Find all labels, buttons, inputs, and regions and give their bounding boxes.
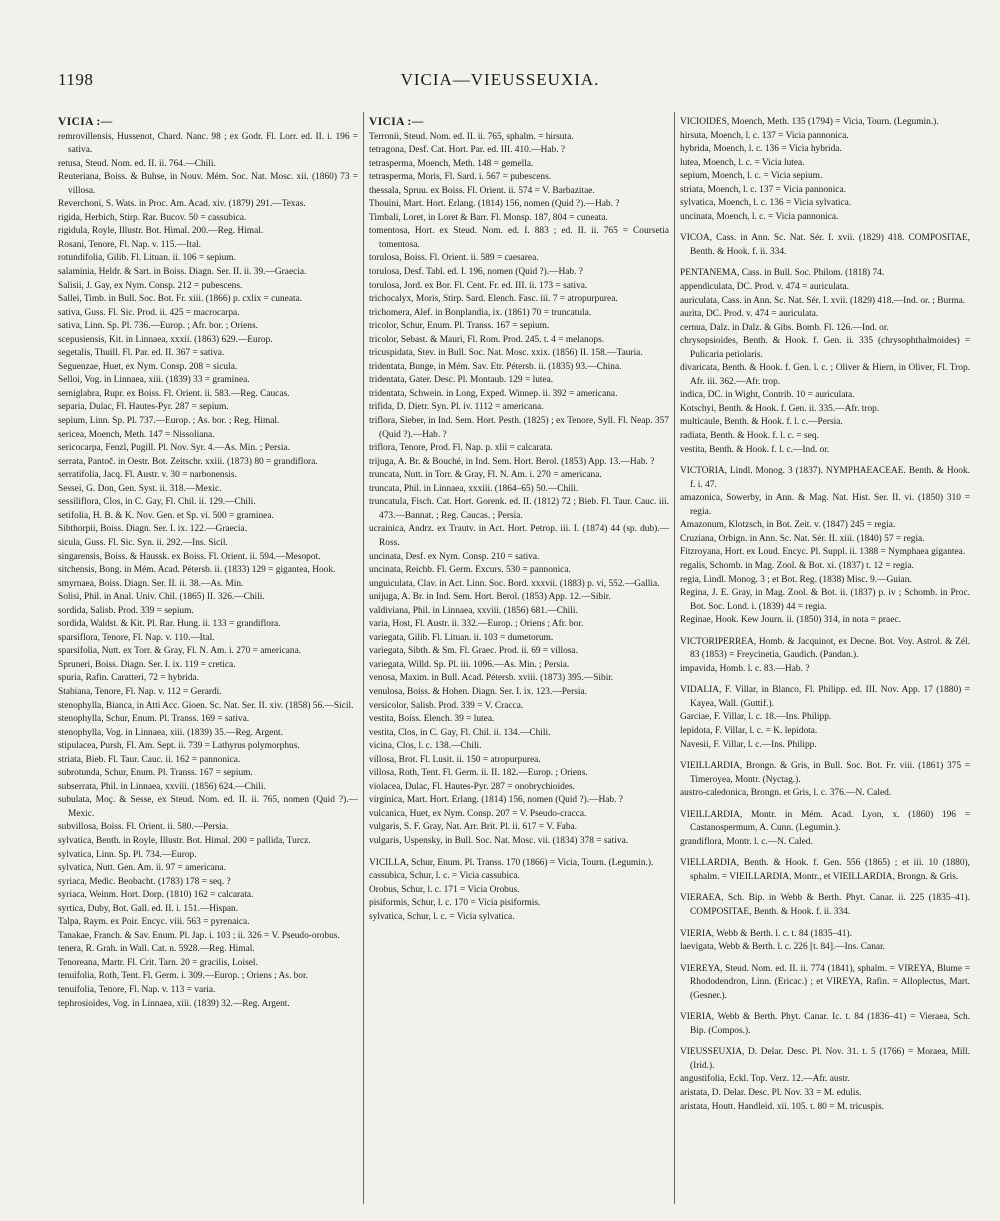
index-entry: truncata, Nutt. in Torr. & Gray, Fl. N. Am. i. 270 = americana. [369,470,602,481]
index-entry: Amazonum, Klotzsch, in Bot. Zeit. v. (1847) 245 = regia. [680,520,896,531]
index-entry: trijuga, A. Br. & Bouché, in Ind. Sem. Hort. Berol. (1853) App. 13.—Hab. ? [369,456,655,467]
index-entry: tetrasperma, Moench, Meth. 148 = gemella. [369,158,534,169]
genus-entry: VIEUSSEUXIA, D. Delar. Desc. Pl. Nov. 31. t. 5 (1766) = Moraea, Mill. (Irid.). [680,1047,970,1071]
index-entry: Spruneri, Boiss. Diagn. Ser. I. ix. 119 = cretica. [58,659,236,670]
index-entry: truncatula, Fisch. Cat. Hort. Gorenk. ed. II. (1812) 72 ; Bieb. Fl. Taur. Cauc. iii. 473.—Bannat. ; Reg. Caucas. ; Persia. [369,497,669,521]
index-entry: virginica, Mart. Hort. Erlang. (1814) 156, nomen (Quid ?).—Hab. ? [369,795,623,806]
index-entry: Garciae, F. Villar, l. c. 18.—Ins. Philipp. [680,712,832,723]
index-entry: tephrosioides, Vog. in Linnaea, xiii. (1839) 32.—Reg. Argent. [58,998,290,1009]
index-entry: Rosani, Tenore, Fl. Nap. v. 115.—Ital. [58,239,201,250]
index-entry: versicolor, Salisb. Prod. 339 = V. Cracca. [369,700,524,711]
index-entry: chrysopsioides, Benth. & Hook. f. Gen. ii. 335 (chrysophthalmoides) = Pulicaria petiolaris. [680,336,970,360]
index-entry: trichocalyx, Moris, Stirp. Sard. Elench. Fasc. iii. 7 = atropurpurea. [369,294,618,305]
running-head: VICIA—VIEUSSEUXIA. [400,70,600,89]
genus-entry: VIERIA, Webb & Berth. l. c. t. 84 (1835–41). [680,928,852,939]
index-entry: sparsifolia, Nutt. ex Torr. & Gray, Fl. N. Am. i. 270 = americana. [58,646,302,657]
index-entry: separia, Dulac, Fl. Hautes-Pyr. 287 = sepium. [58,402,229,413]
index-entry: vestita, Boiss. Elench. 39 = lutea. [369,714,495,725]
index-entry: smyrnaea, Boiss. Diagn. Ser. II. ii. 38.—As. Min. [58,578,244,589]
index-entry: pisiformis, Schur, l. c. 170 = Vicia pisiformis. [369,898,541,909]
index-entry: laevigata, Webb & Berth. l. c. 226 [t. 84].—Ins. Canar. [680,942,886,953]
index-entry: vestita, Benth. & Hook. f. l. c.—Ind. or. [680,444,830,455]
index-entry: sylvatica, Benth. in Royle, Illustr. Bot. Himal. 200 = pallida, Turcz. [58,835,311,846]
index-entry: Salisii, J. Gay, ex Nym. Consp. 212 = pubescens. [58,280,243,291]
index-entry: tridentata, Bunge, in Mém. Sav. Etr. Pétersb. ii. (1835) 93.—China. [369,361,622,372]
index-entry: amazonica, Sowerby, in Ann. & Mag. Nat. Hist. Ser. II. vi. (1850) 310 = regia. [680,493,970,517]
index-entry: subulata, Moç. & Sesse, ex Steud. Nom. ed. II. ii. 765, nomen (Quid ?).—Mexic. [58,795,358,819]
index-entry: syriaca, Medic. Beobacht. (1783) 178 = seq. ? [58,876,231,887]
index-entry: tenuifolia, Tenore, Fl. Nap. v. 113 = varia. [58,985,216,995]
index-entry: remrovillensis, Hussenot, Chard. Nanc. 98 ; ex Godr. Fl. Lorr. ed. II. i. 196 = sativa. [58,131,358,156]
index-entry: segetalis, Thuill. Fl. Par. ed. II. 367 = sativa. [58,348,225,359]
index-entry: Selloi, Vog. in Linnaea, xiii. (1839) 33 = graminea. [58,375,250,386]
index-entry: cernua, Dalz. in Dalz. & Gibs. Bomb. Fl. 126.—Ind. or. [680,322,889,333]
index-entry: Regina, J. E. Gray, in Mag. Zool. & Bot. ii. (1837) p. iv ; Schomb. in Proc. Bot. Soc. Lond. i. (1839) 44 = regia. [680,588,970,612]
index-entry: sativa, Guss. Fl. Sic. Prod. ii. 425 = macrocarpa. [58,307,240,318]
index-entry: uncinata, Reichb. Fl. Germ. Excurs. 530 = pannonica. [369,565,571,576]
index-entry: impavida, Homb. l. c. 83.—Hab. ? [680,663,810,674]
index-entry: vulgaris, S. F. Gray, Nat. Arr. Brit. Pl. ii. 617 = V. Faba. [369,822,578,833]
index-entry: subserrata, Phil. in Linnaea, xxviii. (1856) 624.—Chili. [58,781,266,792]
index-entry: rigida, Herbich, Stirp. Rar. Bucov. 50 = cassubica. [58,212,247,223]
index-entry: trifida, D. Dietr. Syn. Pl. iv. 1112 = americana. [369,402,544,413]
index-entry: vicina, Clos, l. c. 138.—Chili. [369,741,482,752]
genus-entry: VICTORIPERREA, Homb. & Jacquinot, ex Decne. Bot. Voy. Astrol. & Zél. 83 (1853) = Freycinetia, Gaudich. (Pandan.). [680,636,970,661]
genus-entry: VIDALIA, F. Villar, in Blanco, Fl. Philipp. ed. III. Nov. App. 17 (1880) = Kayea, Wall. (Guttif.). [680,685,970,709]
index-entry: appendiculata, DC. Prod. v. 474 = auriculata. [680,282,849,293]
index-entry: sepium, Linn. Sp. Pl. 737.—Europ. ; As. bor. ; Reg. Himal. [58,416,280,427]
index-entry: sylvatica, Moench, l. c. 136 = Vicia sylvatica. [680,198,852,209]
index-entry: serrata, Pantoč. in Oestr. Bot. Zeitschr. xxiii. (1873) 80 = grandiflora. [58,456,318,467]
index-entry: cassubica, Schur, l. c. = Vicia cassubica. [369,871,520,882]
index-entry: trichomera, Alef. in Bonplandia, ix. (1861) 70 = truncatula. [369,307,592,318]
genus-entry: VIEILLARDIA, Montr. in Mém. Acad. Lyon, x. (1860) 196 = Castanospermum, A. Cunn. (Legumin.). [680,809,970,834]
index-entry: striata, Moench, l. c. 137 = Vicia pannonica. [680,184,846,195]
index-entry: regalis, Schomb. in Mag. Zool. & Bot. xi. (1837) t. 12 = regia. [680,560,914,571]
index-entry: aristata, D. Delar. Desc. Pl. Nov. 33 = M. edulis. [680,1088,862,1098]
index-entry: Fitzroyana, Hort. ex Loud. Encyc. Pl. Suppl. ii. 1388 = Nymphaea gigantea. [680,547,966,558]
index-entry: tridentata, Gater. Desc. Pl. Montaub. 129 = lutea. [369,375,554,386]
genus-entry: VIEILLARDIA, Brongn. & Gris, in Bull. Soc. Bot. Fr. viii. (1861) 375 = Timeroyea, Montr. (Nyctag.). [680,761,970,785]
index-entry: stenophylla, Schur, Enum. Pl. Transs. 169 = sativa. [58,714,250,725]
index-entry: Tanakae, Franch. & Sav. Enum. Pl. Jap. i. 103 ; ii. 326 = V. Pseudo-orobus. [58,930,340,941]
genus-entry: VICOA, Cass. in Ann. Sc. Nat. Sér. I. xvii. (1829) 418. COMPOSITAE, Benth. & Hook. f. ii. 334. [680,233,970,257]
column-rule [363,112,364,1204]
index-entry: unijuga, A. Br. in Ind. Sem. Hort. Berol. (1853) App. 12.—Sibir. [369,592,611,603]
index-entry: sericea, Moench, Meth. 147 = Nissoliana. [58,429,215,440]
index-entry: sylvatica, Schur, l. c. = Vicia sylvatica. [369,911,515,922]
index-entry: regia, Lindl. Monog. 3 ; et Bot. Reg. (1838) Misc. 9.—Guian. [680,574,912,585]
index-entry: radiata, Benth. & Hook. f. l. c. = seq. [680,431,819,442]
genus-entry: PENTANEMA, Cass. in Bull. Soc. Philom. (1818) 74. [680,268,885,279]
index-entry: varia, Host, Fl. Austr. ii. 332.—Europ. ; Oriens ; Afr. bor. [369,619,584,630]
index-entry: sericocarpa, Fenzl, Pugill. Pl. Nov. Syr. 4.—As. Min. ; Persia. [58,443,290,454]
index-entry: indica, DC. in Wight, Contrib. 10 = auriculata. [680,390,855,401]
index-entry: variegata, Willd. Sp. Pl. iii. 1096.—As. Min. ; Persia. [369,659,570,670]
index-entry: venosa, Maxim. in Bull. Acad. Pétersb. xviii. (1873) 395.—Sibir. [369,673,614,684]
index-entry: villosa, Roth, Tent. Fl. Germ. ii. II. 182.—Europ. ; Oriens. [369,768,588,779]
index-entry: aurita, DC. Prod. v. 474 = auriculata. [680,309,819,320]
index-entry: semiglabra, Rupr. ex Boiss. Fl. Orient. ii. 583.—Reg. Caucas. [58,388,290,399]
index-entry: multicaule, Benth. & Hook. f. l. c.—Persia. [680,417,843,428]
genus-entry: VIEREYA, Steud. Nom. ed. II. ii. 774 (1841), sphalm. = VIREYA, Blume = Rhododendron, Linn. (Ericac.) ; et VIREYA, Rafin. = Alloplectus, Mart. (Gesner.). [680,963,970,1001]
index-entry: venulosa, Boiss. & Hohen. Diagn. Ser. I. ix. 123.—Persia. [369,686,587,697]
column-1 [58,116,358,1206]
index-entry: Sallei, Timb. in Bull. Soc. Bot. Fr. xiii. (1866) p. cxlix = cuneata. [58,294,303,305]
index-entry: retusa, Steud. Nom. ed. II. ii. 764.—Chili. [58,158,216,169]
index-entry: villosa, Brot. Fl. Lusit. ii. 150 = atropurpurea. [369,754,541,765]
index-entry: Navesii, F. Villar, l. c.—Ins. Philipp. [680,739,817,750]
index-entry: sativa, Linn. Sp. Pl. 736.—Europ. ; Afr. bor. ; Oriens. [58,321,258,332]
index-entry: ucrainica, Andrz. ex Trautv. in Act. Hort. Petrop. iii. I. (1874) 44 (sp. dub).—Ross. [369,524,669,548]
index-entry: setifolia, H. B. & K. Nov. Gen. et Sp. vi. 500 = graminea. [58,510,274,521]
genus-entry: VICIOIDES, Moench, Meth. 135 (1794) = Vicia, Tourn. (Legumin.). [680,117,939,127]
index-entry: torulosa, Jord. ex Bor. Fl. Cent. Fr. ed. III. ii. 173 = sativa. [369,280,588,291]
genus-entry: VICTORIA, Lindl. Monog. 3 (1837). NYMPHAEACEAE. Benth. & Hook. f. i. 47. [680,466,970,490]
index-entry: rotundifolia, Gilib. Fl. Lituan. ii. 106 = sepium. [58,253,236,264]
genus-heading: VICIA :— [369,116,424,128]
index-entry: unguiculata, Clav. in Act. Linn. Soc. Bord. xxxvii. (1883) p. vi, 552.—Gallia. [369,578,660,589]
index-entry: Talpa, Raym. ex Poir. Encyc. viii. 563 = pyrenaica. [58,917,250,928]
index-entry: Cruziana, Orbign. in Ann. Sc. Nat. Sér. II. xiii. (1840) 57 = regia. [680,533,925,544]
genus-heading: VICIA :— [58,116,113,128]
index-entry: grandiflora, Montr. l. c.—N. Caled. [680,836,813,847]
index-entry: subrotunda, Schur, Enum. Pl. Transs. 167 = sepium. [58,768,253,779]
genus-entry: VIELLARDIA, Benth. & Hook. f. Gen. 556 (1865) ; et iii. 10 (1880), sphalm. = VIEILLARDIA, Montr., et VIEILLARDIA, Brongn. & Gris. [680,858,970,882]
index-entry: syrtica, Duby, Bot. Gall. ed. II. i. 151.—Hispan. [58,903,239,914]
index-entry: tridentata, Schwein. in Long, Exped. Winnep. ii. 392 = americana. [369,388,618,399]
index-entry: sylvatica, Linn. Sp. Pl. 734.—Europ. [58,849,197,860]
index-entry: Thouini, Mart. Hort. Erlang. (1814) 156, nomen (Quid ?).—Hab. ? [369,199,620,210]
index-entry: syriaca, Weinm. Hort. Dorp. (1810) 162 = calcarata. [58,890,254,901]
index-entry: sitchensis, Bong. in Mém. Acad. Pétersb. ii. (1833) 129 = gigantea, Hook. [58,565,336,576]
index-entry: Stabiana, Tenore, Fl. Nap. v. 112 = Gerardi. [58,686,222,697]
index-entry: variegata, Sibth. & Sm. Fl. Graec. Prod. ii. 69 = villosa. [369,646,578,657]
index-entry: tenera, R. Grah. in Wall. Cat. n. 5928.—Reg. Himal. [58,944,255,955]
index-entry: divaricata, Benth. & Hook. f. Gen. l. c. ; Oliver & Hiern, in Oliver, Fl. Trop. Afr. iii. 362.—Afr. trop. [680,363,970,387]
index-entry: Timbali, Loret, in Loret & Barr. Fl. Monsp. 187, 804 = cuneata. [369,212,608,223]
page-number: 1198 [58,70,94,89]
index-entry: tenuifolia, Roth, Tent. Fl. Germ. i. 309.—Europ. ; Oriens ; As. bor. [58,971,308,982]
index-entry: stipulacea, Pursh, Fl. Am. Sept. ii. 739 = Lathyrus polymorphus. [58,741,300,752]
index-entry: aristata, Houtt. Handleid. xii. 105. t. 80 = M. tricuspis. [680,1101,884,1112]
index-entry: sylvatica, Nutt. Gen. Am. ii. 97 = americana. [58,863,227,874]
index-entry: thessala, Spruu. ex Boiss. Fl. Orient. ii. 574 = V. Barbazitae. [369,185,595,196]
index-entry: Reuteriana, Boiss. & Buhse, in Nouv. Mém. Soc. Nat. Mosc. xii. (1860) 73 = villosa. [58,172,358,196]
index-entry: Terronii, Steud. Nom. ed. II. ii. 765, sphalm. = hirsuta. [369,131,574,142]
genus-entry: VICILLA, Schur, Enum. Pl. Transs. 170 (1866) = Vicia, Tourn. (Legumin.). [369,857,654,868]
index-entry: lutea, Moench, l. c. = Vicia lutea. [680,157,805,168]
index-entry: stenophylla, Vog. in Linnaea, xiii. (1839) 35.—Reg. Argent. [58,727,283,738]
index-entry: scepusiensis, Kit. in Linnaea, xxxii. (1863) 629.—Europ. [58,334,273,345]
genus-entry: VIERIA, Webb & Berth. Phyt. Canar. Ic. t. 84 (1836–41) = Vieraea, Sch. Bip. (Compos.). [680,1012,970,1036]
index-entry: striata, Bieb. Fl. Taur. Cauc. ii. 162 = pannonica. [58,754,241,765]
column-3 [680,116,970,1206]
index-entry: uncinata, Desf. ex Nym. Consp. 210 = sativa. [369,551,540,562]
index-entry: spuria, Rafin. Caratteri, 72 = hybrida. [58,673,199,684]
index-entry: Reverchoni, S. Wats. in Proc. Am. Acad. xiv. (1879) 291.—Texas. [58,199,306,210]
index-entry: truncata, Phil. in Linnaea, xxxiii. (1864–65) 50.—Chili. [369,483,579,494]
index-entry: Tenoreana, Martr. Fl. Crit. Tarn. 20 = gracilis, Loisel. [58,957,258,968]
index-entry: salaminia, Heldr. & Sart. in Boiss. Diagn. Ser. II. ii. 39.—Graecia. [58,267,307,278]
index-entry: uncinata, Moench, l. c. = Vicia pannonica. [680,211,839,222]
index-entry: stenophylla, Bianca, in Atti Acc. Gioen. Sc. Nat. Ser. II. xiv. (1858) 56.—Sicil. [58,700,354,711]
index-entry: auriculata, Cass. in Ann. Sc. Nat. Sér. I. xvii. (1829) 418.—Ind. or. ; Burma. [680,295,966,306]
index-entry: sepium, Moench, l. c. = Vicia sepium. [680,171,823,182]
index-entry: Orobus, Schur, l. c. 171 = Vicia Orobus. [369,884,520,895]
index-entry: rigidula, Royle, Illustr. Bot. Himal. 200.—Reg. Himal. [58,226,264,237]
index-entry: sparsiflora, Tenore, Fl. Nap. v. 110.—Ital. [58,632,215,643]
index-entry: tricolor, Sebast. & Mauri, Fl. Rom. Prod. 245. t. 4 = melanops. [369,334,605,345]
index-entry: singarensis, Boiss. & Haussk. ex Boiss. Fl. Orient. ii. 594.—Mesopot. [58,551,321,562]
index-entry: subvillosa, Boiss. Fl. Orient. ii. 580.—Persia. [58,822,229,833]
index-entry: valdiviana, Phil. in Linnaea, xxviii. (1856) 681.—Chili. [369,605,578,616]
index-entry: tomentosa, Hort. ex Steud. Nom. ed. I. 883 ; ed. II. ii. 765 = Coursetia tomentosa. [369,226,669,250]
index-entry: hirsuta, Moench, l. c. 137 = Vicia pannonica. [680,130,849,141]
index-entry: sessiliflora, Clos, in C. Gay, Fl. Chil. ii. 129.—Chili. [58,497,256,508]
index-entry: torulosa, Boiss. Fl. Orient. ii. 589 = caesarea. [369,253,539,264]
genus-entry: VIERAEA, Sch. Bip. in Webb & Berth. Phyt. Canar. ii. 225 (1835–41). COMPOSITAE, Benth. & Hook. f. ii. 334. [680,893,970,917]
index-entry: tricuspidata, Stev. in Bull. Soc. Nat. Mosc. xxix. (1856) II. 158.—Tauria. [369,348,643,359]
index-entry: tetrasperma, Moris, Fl. Sard. i. 567 = pubescens. [369,172,552,183]
index-entry: sordida, Salisb. Prod. 339 = sepium. [58,605,194,616]
index-entry: vestita, Clos, in C. Gay, Fl. Chil. ii. 134.—Chili. [369,727,551,738]
index-entry: Solisi, Phil. in Anal. Univ. Chil. (1865) II. 326.—Chili. [58,592,265,603]
index-entry: Reginae, Hook. Kew Journ. ii. (1850) 314, in nota = praec. [680,615,901,626]
index-entry: vulcanica, Huet, ex Nym. Consp. 207 = V. Pseudo-cracca. [369,808,587,819]
index-entry: austro-caledonica, Brongn. et Gris, l. c. 376.—N. Caled. [680,788,892,799]
index-entry: serratifolia, Jacq. Fl. Austr. v. 30 = narbonensis. [58,470,237,481]
index-entry: torulosa, Desf. Tabl. ed. I. 196, nomen (Quid ?).—Hab. ? [369,267,583,278]
index-entry: variegata, Gilib. Fl. Lituan. ii. 103 = dumetorum. [369,632,554,643]
index-entry: tricolor, Schur, Enum. Pl. Transs. 167 = sepium. [369,321,550,332]
index-entry: Kotschyi, Benth. & Hook. f. Gen. ii. 335.—Afr. trop. [680,403,880,414]
column-2 [369,116,669,1206]
index-entry: sordida, Waldst. & Kit. Pl. Rar. Hung. ii. 133 = grandiflora. [58,619,281,630]
index-entry: sicula, Guss. Fl. Sic. Syn. ii. 292.—Ins. Sicil. [58,537,228,548]
index-entry: angustifolia, Eckl. Top. Verz. 12.—Afr. austr. [680,1074,850,1085]
index-entry: violacea, Dulac, Fl. Hautes-Pyr. 287 = onobrychioides. [369,781,576,792]
column-rule [674,112,675,1204]
index-entry: Seguenzae, Huet, ex Nym. Consp. 208 = sicula. [58,361,238,372]
index-entry: triflora, Tenore, Prod. Fl. Nap. p. xlii = calcarata. [369,443,553,454]
index-entry: Sessei, G. Don, Gen. Syst. ii. 318.—Mexic. [58,483,222,494]
index-entry: lepidota, F. Villar, l. c. = K. lepidota. [680,725,818,736]
index-entry: tetragona, Desf. Cat. Hort. Par. ed. III. 410.—Hab. ? [369,145,566,156]
index-entry: hybrida, Moench, l. c. 136 = Vicia hybrida. [680,144,842,155]
index-entry: Sibthorpii, Boiss. Diagn. Ser. I. ix. 122.—Graecia. [58,524,248,535]
index-entry: vulgaris, Uspensky, in Bull. Soc. Nat. Mosc. vii. (1834) 378 = sativa. [369,835,629,846]
index-entry: triflora, Sieber, in Ind. Sem. Hort. Pesth. (1825) ; ex Tenore, Syll. Fl. Neap. 357 (Quid ?).—Hab. ? [369,416,669,440]
